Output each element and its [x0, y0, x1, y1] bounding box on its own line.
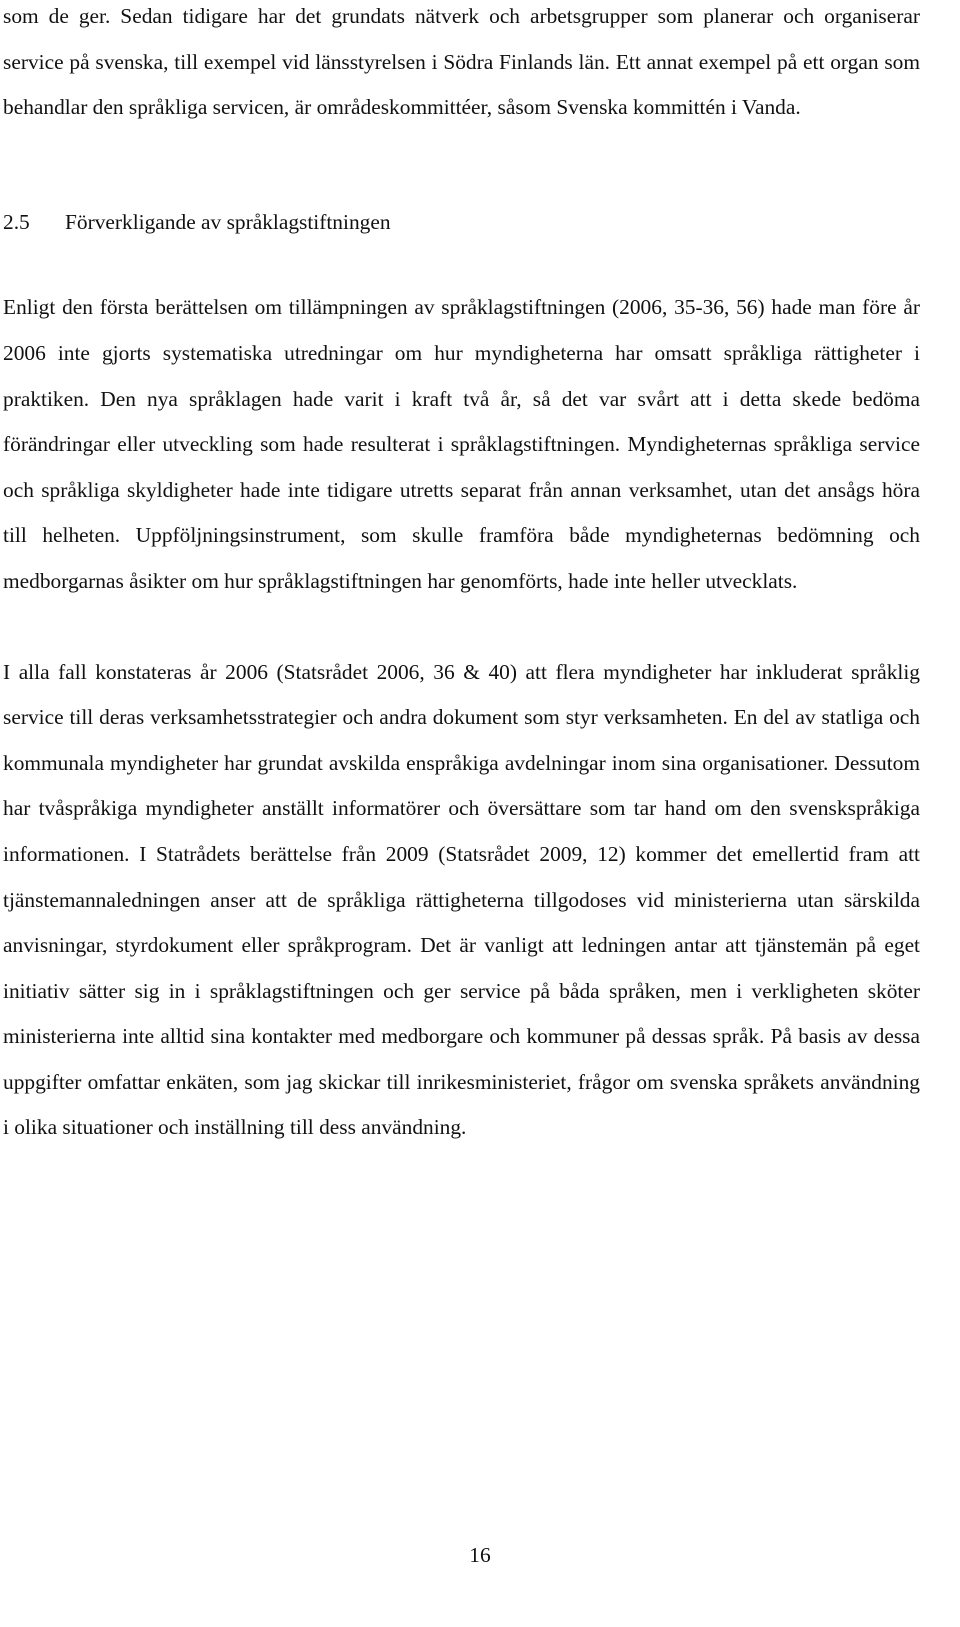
section-heading — [3, 200, 920, 246]
document-body — [3, 0, 920, 1151]
body-paragraph-2: I alla fall konstateras år 2006 (Statsrådet 2006, 36 & 40) att flera myndigheter har inkluderat språklig service till deras verksamhetsstrategier och andra dokument som styr verksamheten. En del av statliga och kommunala myndigheter har grundat avskilda enspråkiga avdelningar inom sina organisationer. Dessutom har tvåspråkiga myndigheter anställt informatörer och översättare som tar hand om den svenskspråkiga informationen. I Statrådets berättelse från 2009 (Statsrådet 2009, 12) kommer det emellertid fram att tjänstemannaledningen anser att de språkliga rättigheterna tillgodoses vid ministerierna utan särskilda anvisningar, styrdokument eller språkprogram. Det är vanligt att ledningen antar att tjänstemän på eget initiativ sätter sig in i språklagstiftningen och ger service på båda språken, men i verkligheten sköter ministerierna inte alltid sina kontakter med medborgare och kommuner på dessas språk. På basis av dessa uppgifter omfattar enkäten, som jag skickar till inrikesministeriet, frågor om svenska språkets användning i olika situationer och inställning till dess användning. — [3, 659, 920, 1140]
page-number: 16 — [469, 1543, 491, 1567]
body-paragraph-1: Enligt den första berättelsen om tillämpningen av språklagstiftningen (2006, 35-36, 56) hade man före år 2006 inte gjorts systematiska utredningar om hur myndigheterna har omsatt språkliga rättigheter i praktiken. Den nya språklagen hade varit i kraft två år, så det var svårt att i detta skede bedöma förändringar eller utveckling som hade resulterat i språklagstiftningen. Myndigheternas språkliga service och språkliga skyldigheter hade inte tidigare utretts separat från annan verksamhet, utan det ansågs höra till helheten. Uppföljningsinstrument, som skulle framföra både myndigheternas bedömning och medborgarnas åsikter om hur språklagstiftningen har genomförts, hade inte heller utvecklats. — [3, 295, 920, 593]
intro-paragraph: som de ger. Sedan tidigare har det grundats nätverk och arbetsgrupper som planerar och organiserar service på svenska, till exempel vid länsstyrelsen i Södra Finlands län. Ett annat exempel på ett organ som behandlar den språkliga servicen, är områdeskommittéer, såsom Svenska kommittén i Vanda. — [3, 4, 920, 120]
section-number: 2.5 — [3, 209, 30, 234]
section-title: Förverkligande av språklagstiftningen — [65, 209, 391, 234]
